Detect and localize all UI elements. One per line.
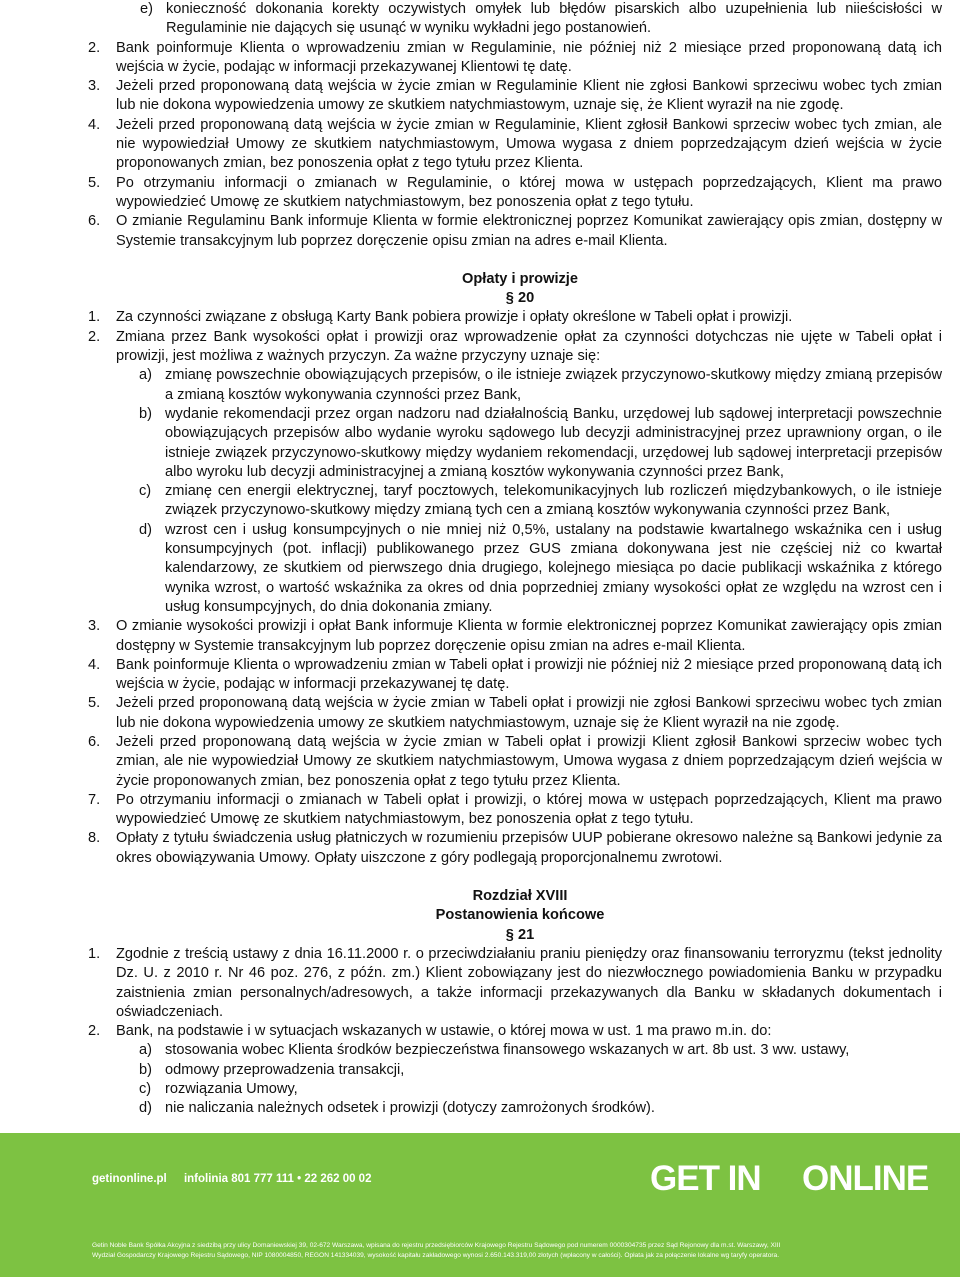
list-item-number: 7. [88, 791, 101, 808]
list-item-text: wydanie rekomendacji przez organ nadzoru nad działalnością Banku, urzędowej lub sądowej interpretacji powszechnie obowiązujących przepisów albo wydanie wyroku sądowego lub decyzji administracyjnej przez uprawniony organ, o ile istnieje związek przyczynowo-skutkowy między wydaniem rekomendacji, urzędowej lub sądowej interpretacji przepisów albo wyroku lub decyzji administracyjnej a zmianą kosztów wykonywania czynności przez Bank, [165, 405, 942, 480]
list-item-number: d) [139, 1100, 152, 1117]
top-list-item-2 [88, 39, 942, 78]
section-title-final: Postanowienia końcowe [435, 907, 605, 924]
fees-item-2 [88, 328, 942, 367]
fees-items-after [0, 617, 960, 868]
chapter-title: Rozdział XVIII [472, 888, 568, 905]
list-item-text: Bank, na podstawie i w sytuacjach wskazanych w ustawie, o której mowa w ust. 1 ma prawo m.in. do: [116, 1023, 772, 1040]
list-item-text: Po otrzymaniu informacji o zmianach w Tabeli opłat i prowizji, o której mowa w ustępach poprzedzających, Klient ma prawo wypowiedzieć Umowę ze skutkiem natychmiastowym, bez ponoszenia opłat z tego tytułu. [116, 791, 942, 828]
list-item-number: 1. [88, 309, 101, 326]
hotline-text: infolinia 801 777 111 • 22 262 00 02 [183, 1173, 372, 1185]
fees-item-after-5 [88, 791, 942, 830]
legal-line-1: Getin Noble Bank Spółka Akcyjna z siedzibą przy ulicy Domaniewskiej 39, 02-672 Warszawa, wpisana do rejestru przedsiębiorców Krajowego Rejestru Sądowego pod numerem 0000304735 przez Sąd Rejonowy dla m.st. Warszawy, XIII [92, 1242, 781, 1249]
fees-subitem-2 [139, 405, 942, 482]
list-item-number: c) [139, 1081, 152, 1098]
fees-item-after-2 [88, 656, 942, 695]
fees-subitem-4 [139, 521, 942, 617]
list-item-text: nie naliczania należnych odsetek i prowizji (dotyczy zamrożonych środków). [165, 1100, 655, 1117]
top-list-item-5 [88, 174, 942, 213]
top-list-item-3 [88, 77, 942, 116]
list-item-number: 5. [88, 695, 101, 712]
final-subitem-3 [139, 1080, 942, 1099]
list-item-number: 5. [88, 174, 101, 191]
list-item-number: b) [139, 1061, 152, 1078]
list-item-number: 1. [88, 945, 101, 962]
paragraph-mark-20: § 20 [505, 290, 535, 307]
list-item-number: 6. [88, 733, 101, 750]
list-item-text: O zmianie Regulaminu Bank informuje Klienta w formie elektronicznej poprzez Komunikat zawierający opis zmian, dostępny w Systemie transakcyjnym lub poprzez doręczenie opisu zmian na adres e-mail Klienta. [116, 213, 942, 249]
top-list-item-4 [88, 116, 942, 174]
logo-text-part1: GET IN [650, 1159, 761, 1198]
getin-online-logo [650, 1157, 950, 1205]
list-item-number: b) [139, 405, 152, 422]
list-item-number: 6. [88, 213, 101, 230]
list-item-text: zmianę powszechnie obowiązujących przepisów, o ile istnieje związek przyczynowo-skutkowy między zmianą przepisów a zmianą kosztów wykonywania czynności przez Bank, [165, 367, 942, 403]
list-item-text: zmianę cen energii elektrycznej, taryf pocztowych, telekomunikacyjnych lub rozliczeń międzybankowych, o ile istnieje związek przyczynowo-skutkowy między zmianą tych cen a zmianą kosztów wykonywania czynności przez Bank, [165, 483, 942, 519]
list-item-text: Jeżeli przed proponowaną datą wejścia w życie zmian w Regulaminie Klient nie zgłosi Bankowi sprzeciwu wobec tych zmian lub nie dokona wypowiedzenia umowy ze skutkiem natychmiastowym, uznaje się, że Klient wyraził na nie zgodę. [116, 78, 942, 114]
footer-banner [0, 1133, 960, 1277]
list-item-number: c) [139, 483, 152, 500]
list-item-text: Bank poinformuje Klienta o wprowadzeniu zmian w Regulaminie, nie później niż 2 miesiące przed proponowaną datą ich wejścia w życie, podając w informacji przekazywanej Klientowi tę datę. [116, 39, 942, 75]
final-item-1 [88, 945, 942, 1022]
fees-item-after-6 [88, 829, 942, 868]
list-item-number: 4. [88, 656, 101, 673]
top-list-item-1 [140, 0, 942, 39]
list-item-number: 4. [88, 116, 101, 133]
list-item-number: 2. [88, 1023, 101, 1040]
final-subitem-4 [139, 1099, 942, 1118]
fees-item-after-4 [88, 733, 942, 791]
website-link[interactable]: getinonline.pl [92, 1173, 167, 1185]
list-item-text: Bank poinformuje Klienta o wprowadzeniu zmian w Tabeli opłat i prowizji nie później niż 2 miesiące przed proponowaną datą ich wejścia w życie, podając w informacji przekazywanej tę datę. [116, 656, 942, 693]
list-item-text: Jeżeli przed proponowaną datą wejścia w życie zmian w Tabeli opłat i prowizji Klient zgłosił Bankowi sprzeciw wobec tych zmian, ale nie wypowiedział Umowy ze skutkiem natychmiastowym, Umowa wygasa z dniem poprzedzającym dzień wejścia w życie proponowanych zmian, bez ponoszenia opłat z tego tytułu przez Klienta. [116, 733, 942, 789]
paragraph-mark-21: § 21 [505, 926, 535, 943]
top-list [0, 0, 960, 251]
final-subitems [0, 1041, 960, 1118]
list-item-number: 3. [88, 78, 101, 95]
fees-items [0, 308, 960, 366]
fees-subitem-1 [139, 366, 942, 405]
footer-contact [92, 1173, 385, 1185]
list-item-number: 2. [88, 328, 101, 345]
section-title-fees: Opłaty i prowizje [462, 270, 578, 287]
footer-legal [92, 1241, 952, 1261]
list-item-number: a) [139, 1042, 152, 1059]
list-item-text: Jeżeli przed proponowaną datą wejścia w życie zmian w Tabeli opłat i prowizji nie zgłosi Bankowi sprzeciwu wobec tych zmian lub nie dokona wypowiedzenia umowy ze skutkiem natychmiastowym, uznaje się że Klient wyraził na nie zgodę. [116, 695, 942, 731]
list-item-number: e) [140, 1, 153, 17]
list-item-number: 2. [88, 39, 101, 56]
legal-line-2: Wydział Gospodarczy Krajowego Rejestru Sądowego, NIP 1080004850, REGON 141334039, wysokość kapitału zakładowego wynosi 2.650.143.319,00 złotych (wpłacony w całości). Opłata jak za połączenie lokalne wg taryfy operatora. [92, 1252, 780, 1259]
list-item-text: rozwiązania Umowy, [165, 1081, 298, 1098]
list-item-number: d) [139, 521, 152, 538]
list-item-text: Po otrzymaniu informacji o zmianach w Regulaminie, o której mowa w ustępach poprzedzających, Klient ma prawo wypowiedzieć Umowę ze skutkiem natychmiastowym, bez ponoszenia opłat z tego tytułu. [116, 174, 942, 210]
list-item-text: wzrost cen i usług konsumpcyjnych o nie mniej niż 0,5%, ustalany na podstawie kwartalnego wskaźnika cen i usług konsumpcyjnych (pot. inflacji) publikowanego przez GUS zmiana dokonywana jest nie częściej niż co kwartał kalendarzowy, ze skutkiem od pierwszego dnia drugiego, kolejnego miesiąca po dacie publikacji wskaźnika z którego wynika wzrost, o wartość wskaźnika za okres od dnia poprzedniej zmiany wysokości opłat ze względu na wzrost cen i usług konsumpcyjnych, do dnia dokonania zmiany. [165, 521, 942, 615]
list-item-text: Za czynności związane z obsługą Karty Bank pobiera prowizje i opłaty określone w Tabeli opłat i prowizji. [116, 309, 793, 326]
final-item-2 [88, 1022, 942, 1041]
list-item-number: 8. [88, 830, 101, 847]
list-item-text: Zgodnie z treścią ustawy z dnia 16.11.2000 r. o przeciwdziałaniu praniu pieniędzy oraz finansowaniu terroryzmu (tekst jednolity Dz. U. z 2010 r. Nr 46 poz. 276, z późn. zm.) Klient zobowiązany jest do niezwłocznego powiadomienia Banku w przypadku zaistnienia zmian personalnych/adresowych, a także informacji przekazywanych dla Banku w składanych dokumentach i oświadczeniach. [116, 945, 942, 1020]
fees-subitem-3 [139, 482, 942, 521]
list-item-text: stosowania wobec Klienta środków bezpieczeństwa finansowego wskazanych w art. 8b ust. 3 ww. ustawy, [165, 1042, 850, 1059]
list-item-number: 3. [88, 618, 101, 635]
list-item-text: odmowy przeprowadzenia transakcji, [165, 1061, 405, 1078]
final-subitem-2 [139, 1061, 942, 1080]
logo-text-part2: ONLINE [802, 1159, 929, 1198]
fees-subitems [0, 366, 960, 617]
fees-item-after-1 [88, 617, 942, 656]
top-list-item-6 [88, 212, 942, 251]
list-item-text: Zmiana przez Bank wysokości opłat i prowizji oraz wprowadzenie opłat za czynności dotychczas nie ujęte w Tabeli opłat i prowizji, jest możliwa z ważnych przyczyn. Za ważne przyczyny uznaje się: [116, 328, 942, 365]
fees-item-1 [88, 308, 942, 327]
list-item-number: a) [139, 367, 152, 384]
list-item-text: konieczność dokonania korekty oczywistych omyłek lub błędów pisarskich albo uzupełnienia lub niieścisłości w Regulaminie nie dających się usunąć w wyniku wykładni jego postanowień. [166, 1, 942, 37]
final-items [0, 945, 960, 1041]
list-item-text: O zmianie wysokości prowizji i opłat Bank informuje Klienta w formie elektronicznej poprzez Komunikat zawierający opis zmian dostępny w Systemie transakcyjnym lub poprzez doręczenie opisu zmian na adres e-mail Klienta. [116, 618, 942, 654]
list-item-text: Opłaty z tytułu świadczenia usług płatniczych w rozumieniu przepisów UUP pobierane okresowo należne są Bankowi jedynie za okres obowiązywania Umowy. Opłaty uiszczone z góry podlegają proporcjonalnemu zwrotowi. [116, 830, 942, 866]
list-item-text: Jeżeli przed proponowaną datą wejścia w życie zmian w Regulaminie, Klient zgłosił Bankowi sprzeciw wobec tych zmian, ale nie wypowiedział Umowy ze skutkiem natychmiastowym, Umowa wygasa z dniem poprzedzającym dzień wejścia w życie proponowanych zmian, bez ponoszenia opłat z tego tytułu przez Klienta. [116, 116, 942, 172]
fees-item-after-3 [88, 694, 942, 733]
final-subitem-1 [139, 1041, 942, 1060]
